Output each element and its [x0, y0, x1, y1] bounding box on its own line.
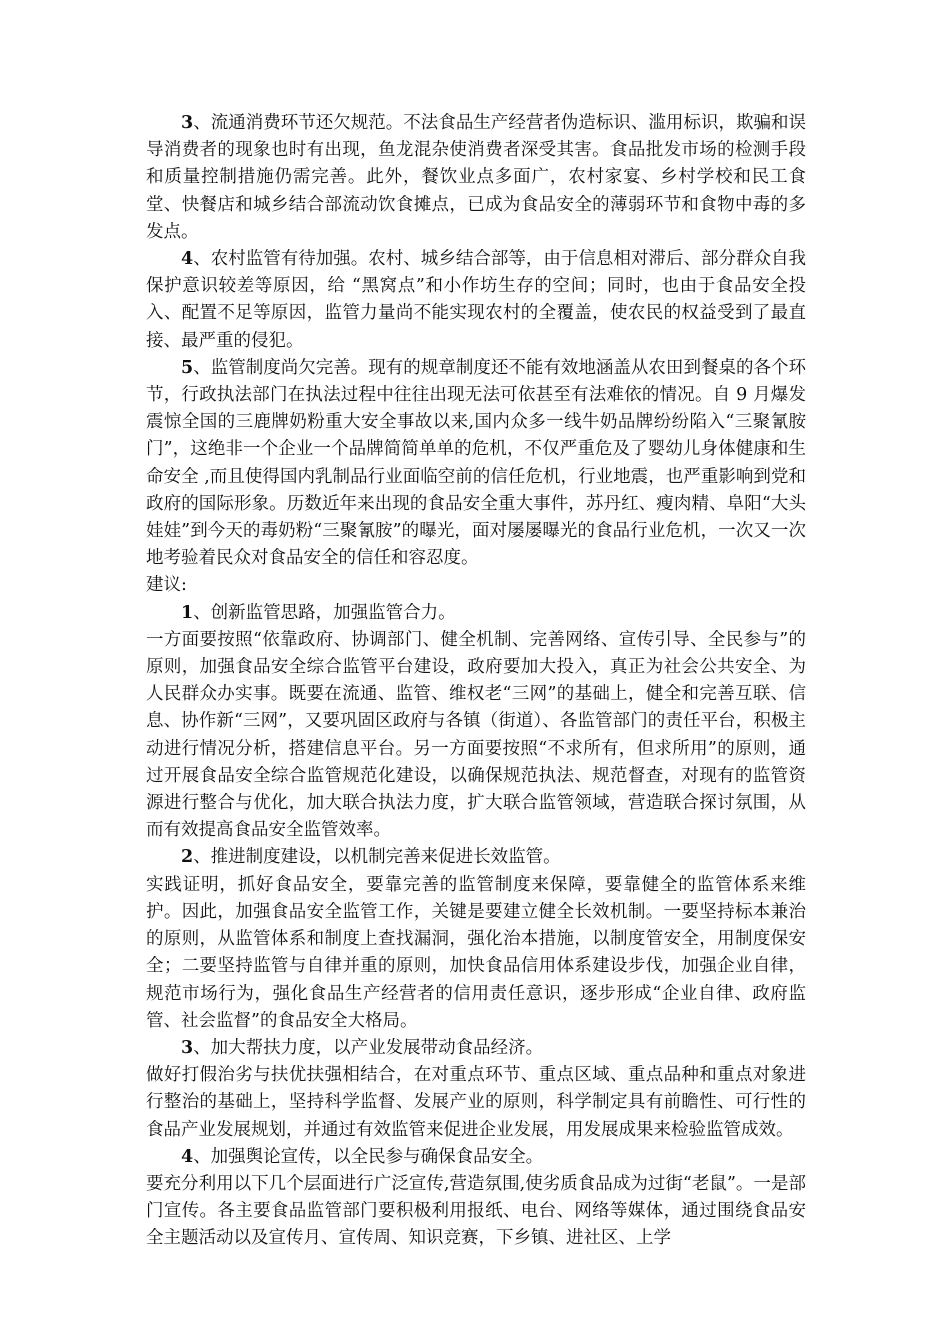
- suggestion-heading: [146, 1035, 806, 1062]
- paragraph-text: 、监管制度尚欠完善。现有的规章制度还不能有效地涵盖从农田到餐桌的各个环节，行政执法部门在执法过程中往往出现无法可依甚至有法难依的情况。自 9 月爆发震惊全国的三鹿牌奶粉重大安全事故以来,国内众多一线牛奶品牌纷纷陷入“三聚氰胺门”，这绝非一个企业一个品牌简简单单的危机，不仅严重危及了婴幼儿身体健康和生命安全 ,而且使得国内乳制品行业面临空前的信任危机，行业地震，也严重影响到党和政府的国际形象。历数近年来出现的食品安全重大事件，苏丹红、瘦肉精、阜阳“大头娃娃”到今天的毒奶粉“三聚氰胺”的曝光，面对屡屡曝光的食品行业危机，一次又一次地考验着民众对食品安全的信任和容忍度。: [146, 357, 806, 569]
- paragraph-text: 、农村监管有待加强。农村、城乡结合部等，由于信息相对滞后、部分群众自我保护意识较差等原因，给 “黑窝点”和小作坊生存的空间；同时，也由于食品安全投入、配置不足等原因，监管力量尚不能实现农村的全覆盖，使农民的权益受到了最直接、最严重的侵犯。: [146, 249, 806, 351]
- suggestion-body: 实践证明，抓好食品安全，要靠完善的监管制度来保障，要靠健全的监管体系来维护。因此，加强食品安全监管工作，关键是要建立健全长效机制。一要坚持标本兼治的原则，从监管体系和制度上查找漏洞，强化治本措施，以制度管安全，用制度保安全；二要坚持监管与自律并重的原则，加快食品信用体系建设步伐，加强企业自律，规范市场行为，强化食品生产经营者的信用责任意识，逐步形成“企业自律、政府监管、社会监督”的食品安全大格局。: [146, 874, 806, 1031]
- paragraph-number: 4: [181, 249, 194, 270]
- suggestions-label: 建议:: [146, 575, 187, 596]
- suggestion-number: 3: [181, 1037, 194, 1058]
- paragraph-circulation: [146, 110, 806, 246]
- paragraph-rural: [146, 246, 806, 355]
- suggestion-heading-text: 、加强舆论宣传，以全民参与确保食品安全。: [193, 1146, 544, 1167]
- paragraph-number: 5: [181, 357, 194, 378]
- paragraph-number: 3: [181, 113, 194, 133]
- suggestion-heading-text: 、推进制度建设，以机制完善来促进长效监管。: [193, 847, 561, 868]
- suggestion-body: 一方面要按照“依靠政府、协调部门、健全机制、完善网络、宣传引导、全民参与”的原则，加强食品安全综合监管平台建设，政府要加大投入，真正为社会公共安全、为人民群众办实事。既要在流通、监管、维权老“三网”的基础上，健全和完善互联、信息、协作新“三网”，又要巩固区政府与各镇（街道）、各监管部门的责任平台，积极主动进行情况分析，搭建信息平台。另一方面要按照“不求所有，但求所用”的原则，通过开展食品安全综合监管规范化建设，以确保规范执法、规范督查，对现有的监管资源进行整合与优化，加大联合执法力度，扩大联合监管领域，营造联合探讨氛围，从而有效提高食品安全监管效率。: [146, 629, 806, 841]
- suggestion-heading: [146, 1144, 806, 1171]
- document-page: [146, 110, 806, 1253]
- suggestion-number: 2: [181, 847, 194, 868]
- suggestion-heading-text: 、创新监管思路，加强监管合力。: [193, 602, 456, 623]
- suggestion-body: 做好打假治劣与扶优扶强相结合，在对重点环节、重点区域、重点品种和重点对象进行整治的基础上，坚持科学监督、发展产业的原则，科学制定具有前瞻性、可行性的食品产业发展规划，并通过有效监管来促进企业发展，用发展成果来检验监管成效。: [146, 1065, 806, 1140]
- suggestion-number: 1: [181, 602, 194, 623]
- paragraph-text: 、流通消费环节还欠规范。不法食品生产经营者伪造标识、滥用标识，欺骗和误导消费者的现象也时有出现，鱼龙混杂使消费者深受其害。食品批发市场的检测手段和质量控制措施仍需完善。此外，餐饮业点多面广，农村家宴、乡村学校和民工食堂、快餐店和城乡结合部流动饮食摊点，已成为食品安全的薄弱环节和食物中毒的多发点。: [146, 113, 806, 242]
- suggestion-heading-text: 、加大帮扶力度，以产业发展带动食品经济。: [193, 1037, 544, 1058]
- suggestion-number: 4: [181, 1146, 194, 1167]
- suggestion-body: 要充分利用以下几个层面进行广泛宣传,营造氛围,使劣质食品成为过街“老鼠”。一是部门宣传。各主要食品监管部门要积极利用报纸、电台、网络等媒体，通过围绕食品安全主题活动以及宣传月、宣传周、知识竞赛，下乡镇、进社区、上学: [146, 1173, 806, 1249]
- paragraph-system: [146, 355, 806, 573]
- suggestion-heading: [146, 844, 806, 871]
- suggestion-heading: [146, 600, 806, 627]
